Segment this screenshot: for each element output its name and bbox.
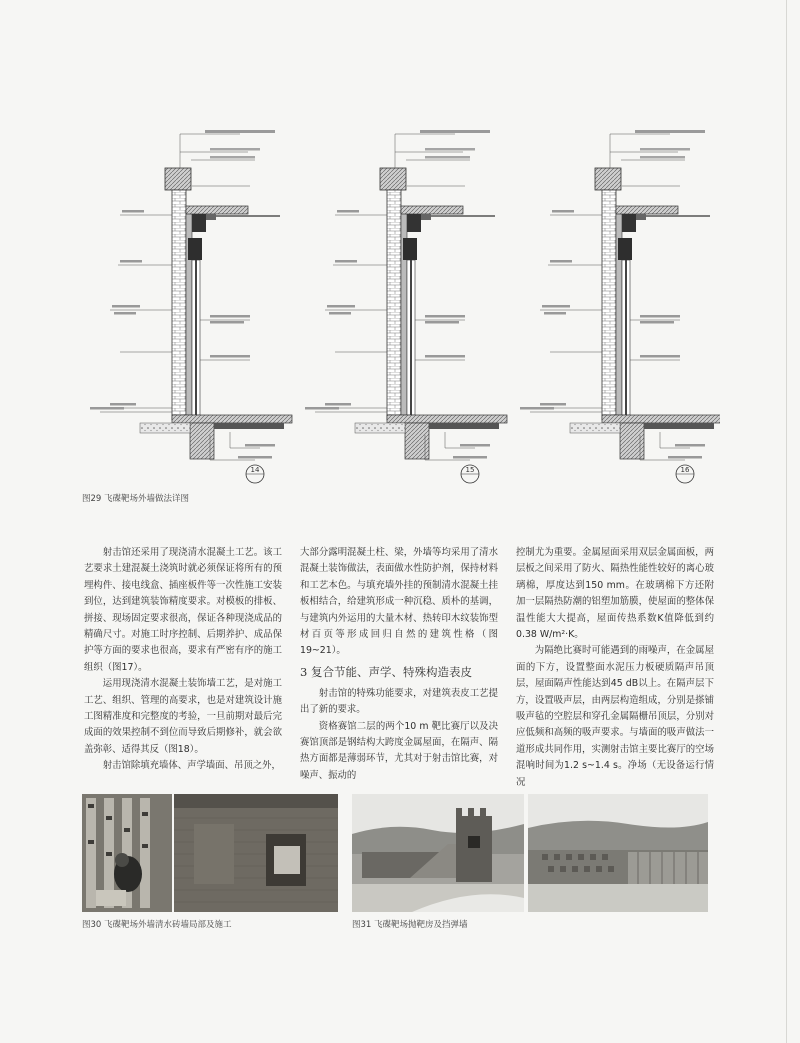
text-column-2	[300, 545, 498, 784]
figure-30-caption: 图30 飞碟靶场外墙清水砖墙局部及施工	[82, 920, 232, 930]
col3-paragraph-2: 为隔绝比赛时可能遇到的雨噪声，在金属屋面的下方，设置整面水泥压力板硬质隔声吊顶层，屋面隔声性能达到45 dB以上。在隔声层下方，设置吸声层，由两层构造组成，分别是搽铺吸声毡的空腔层和穿孔金属隔栅吊顶层，分别对应低频和高频的吸声要求。与墙面的吸声做法一道形成共同作用，实测射击馆主要比赛厅的空场混响时间为1.2 s~1.4 s。净场（无设备运行情况	[516, 645, 714, 788]
figure-29-caption: 图29 飞碟靶场外墙做法详图	[82, 494, 190, 504]
col2-paragraph-3: 资格赛馆二层的两个10 m 靶比赛厅以及决赛馆顶部是钢结构大跨度金属屋面，在隔声、隔热方面都是薄弱环节，尤其对于射击馆比赛，对噪声、振动的	[300, 720, 498, 781]
col1-paragraph-1: 射击馆还采用了现浇清水混凝土工艺。该工艺要求土建混凝土浇筑时就必须保证将所有的预埋构件、接电线盒、插座板件等一次性施工安装到位，达到建筑装饰精度要求。对模板的排板、拼接、现场固定要求很高，保证各种现浇成品的精确尺寸。对施工时序控制、后期养护、成品保护等方面的要求也很高，要求有严密有序的施工组织（图17）。	[84, 547, 282, 673]
text-column-1	[84, 545, 282, 775]
section-drawing-14	[90, 130, 292, 483]
col3-paragraph-1: 控制尤为重要。金属屋面采用双层金属面板，两层板之间采用了防火、隔热性能性较好的离心玻璃棉，厚度达到150 mm。在玻璃棉下方还附加一层隔热防潮的铝塑加筋膜，使屋面的整体保温性能大大提高，屋面传热系数K值降低到约0.38 W/m²·K。	[516, 547, 714, 641]
text-column-3	[516, 545, 714, 791]
section-drawing-15	[305, 130, 507, 483]
figure-31-caption: 图31 飞碟靶场抛靶房及挡弹墙	[352, 920, 468, 930]
wall-section-drawings	[80, 120, 720, 490]
col2-paragraph-1: 大部分露明混凝土柱、梁，外墙等均采用了清水混凝土装饰做法，表面做水性防护剂，保持材料和工艺本色。与填充墙外挂的预制清水混凝土挂板相结合，给建筑形成一种沉稳、质朴的基调，与建筑内外运用的大量木材、热转印木纹装饰型材百页等形成回归自然的建筑性格（图19~21）。	[300, 547, 498, 657]
detail-number-15: 15	[465, 466, 475, 474]
page-edge-line	[786, 0, 787, 1043]
section-heading-3: 3 复合节能、声学、特殊构造表皮	[300, 664, 472, 679]
photo-bullet-stop-wall	[528, 794, 708, 912]
col1-paragraph-2: 运用现浇清水混凝土装饰墙工艺，是对施工工艺、组织、管理的高要求，也是对建筑设计施工图精准度和完整度的考验，一旦前期对最后完成面的效果控制不到位而导致后期修补，就会欲盖弥彰、适得其反（图18）。	[84, 678, 282, 755]
section-drawing-16	[520, 130, 720, 483]
photo-brick-wall-detail	[174, 794, 338, 912]
detail-number-14: 14	[250, 466, 260, 474]
col1-paragraph-3: 射击馆除填充墙体、声学墙面、吊顶之外，	[102, 760, 281, 772]
photo-brick-wall-construction	[82, 794, 172, 912]
detail-number-16: 16	[680, 466, 690, 474]
photo-target-house	[352, 794, 524, 912]
col2-paragraph-2: 射击馆的特殊功能要求，对建筑表皮工艺提出了新的要求。	[300, 687, 498, 716]
